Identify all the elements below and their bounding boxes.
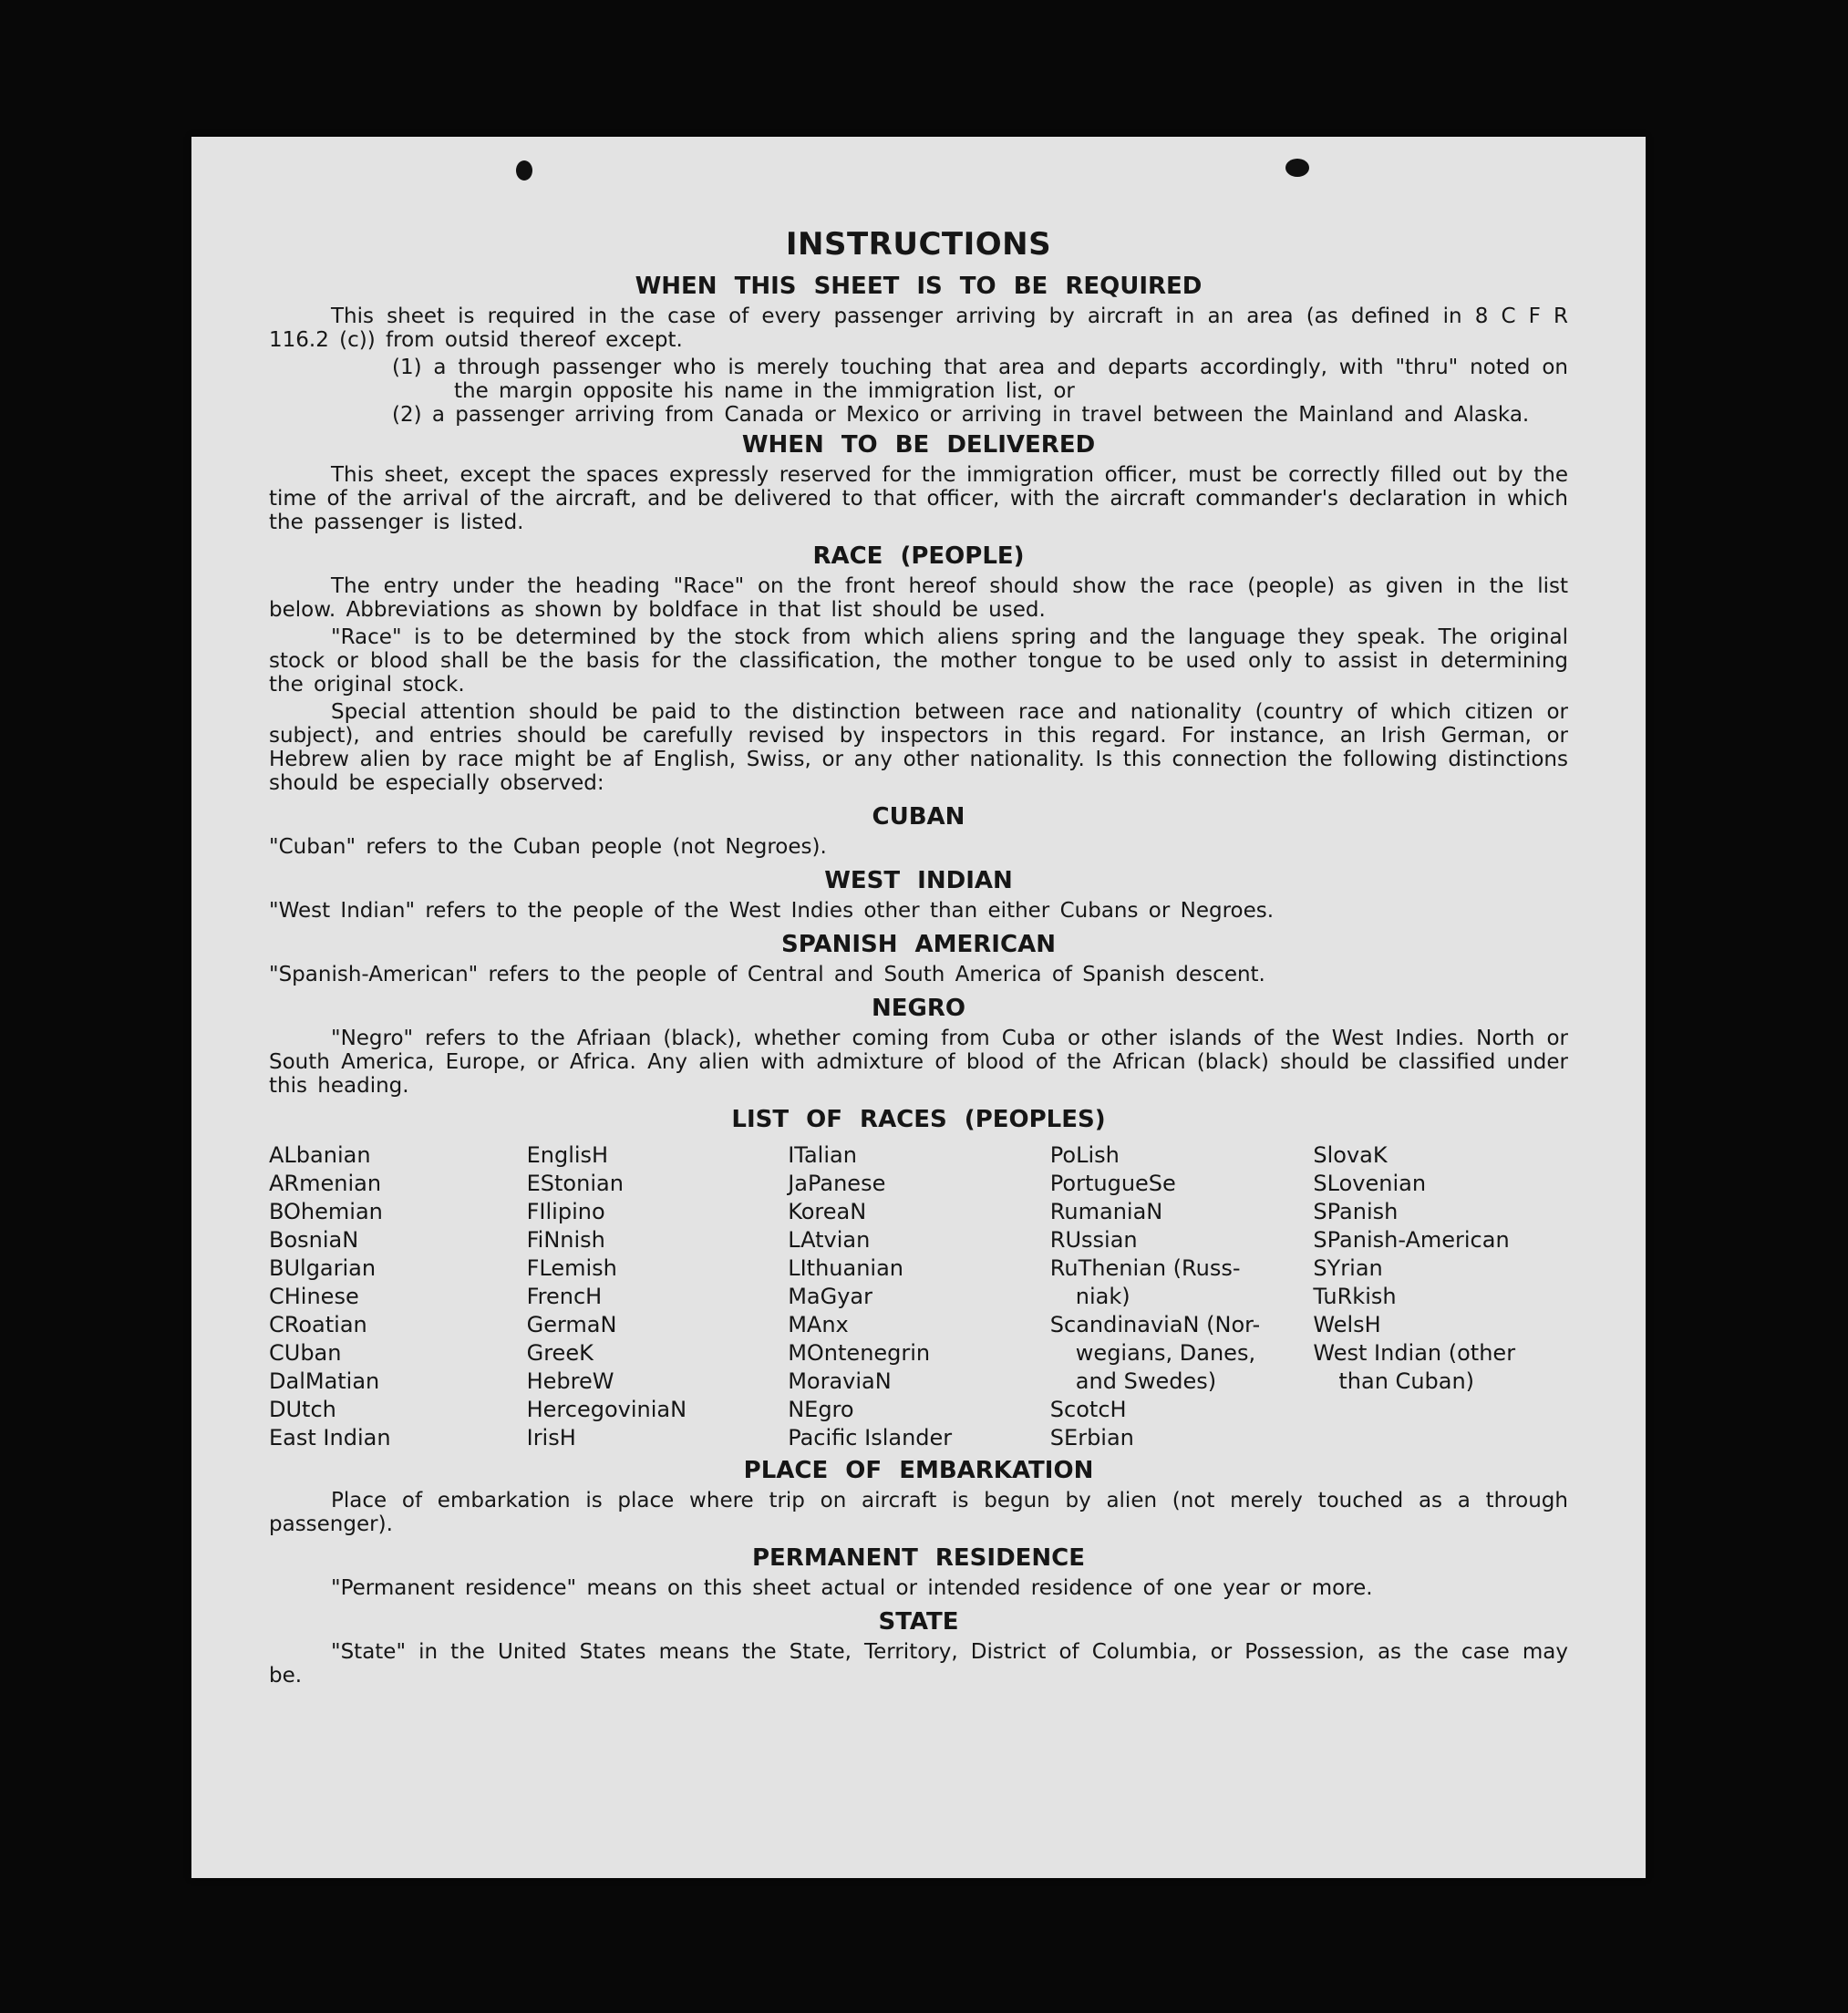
document-title: INSTRUCTIONS [785,226,1052,263]
race-paragraph-1: The entry under the heading "Race" on the front hereof should show the race (people) as given in the list below. Abbreviations as shown by boldface in that list should be used. [269,574,1568,622]
ink-spot-right [1285,159,1309,177]
section-heading-west-indian: WEST INDIAN [824,867,1013,894]
document-content [269,224,1568,1691]
races-list [269,1141,1568,1452]
race-entry: ScotcH [1049,1397,1127,1422]
race-entry: SLovenian [1313,1171,1427,1196]
race-entry: SYrian [1313,1255,1383,1281]
race-entry: SPanish [1313,1199,1399,1224]
section-heading-state: STATE [878,1608,959,1636]
race-entry: FIlipino [526,1199,605,1224]
race-entry: East Indian [269,1425,391,1450]
races-column-3 [788,1141,1050,1452]
residence-text: "Permanent residence" means on this sheet actual or intended residence of one year or more. [331,1576,1373,1600]
race-entry: SPanish-American [1313,1227,1510,1253]
race-entry: IrisH [526,1425,576,1450]
ink-spot-left [516,160,532,181]
races-column-2 [527,1141,789,1452]
race-entry: BosniaN [269,1227,359,1253]
section-heading-spanish-american: SPANISH AMERICAN [781,931,1056,958]
race-entry: GermaN [526,1312,617,1337]
race-entry: CUban [269,1340,342,1366]
race-entry: EnglisH [526,1142,609,1168]
race-entry: MAnx [788,1312,849,1337]
race-entry: MoraviaN [788,1368,892,1394]
race-entry: WelsH [1313,1312,1381,1337]
when-delivered-text: This sheet, except the spaces expressly reserved for the immigration officer, must be correctly filled out by the time of the arrival of the aircraft, and be delivered to that officer, with the aircraft commander's declaration in which the passenger is listed. [269,463,1568,534]
race-entry: CRoatian [269,1312,367,1337]
race-entry: Pacific Islander [788,1425,953,1450]
when-required-intro: This sheet is required in the case of every passenger arriving by aircraft in an area (as defined in 8 C F R 116.2 (c)) from outsid thereof except. [269,305,1568,352]
race-entry: than Cuban) [1338,1368,1475,1394]
race-entry: FrencH [526,1284,603,1309]
race-entry: TuRkish [1313,1284,1397,1309]
race-entry: ARmenian [269,1171,382,1196]
race-entry: PortugueSe [1049,1171,1176,1196]
race-entry: HebreW [526,1368,614,1394]
race-entry: ITalian [788,1142,857,1168]
section-heading-residence: PERMANENT RESIDENCE [751,1544,1086,1572]
race-entry: and Swedes) [1075,1368,1217,1394]
race-entry: GreeK [526,1340,594,1366]
race-entry: West Indian (other [1313,1340,1516,1366]
race-entry: ALbanian [269,1142,371,1168]
section-heading-cuban: CUBAN [872,803,965,831]
race-entry: DalMatian [269,1368,380,1394]
race-paragraph-2: "Race" is to be determined by the stock from which aliens spring and the language they speak. The original stock or blood shall be the basis for the classification, the mother tongue to be used only to assist in determining the original stock. [269,625,1568,697]
document-sheet [191,137,1646,1878]
exception-1: (1) a through passenger who is merely touching that area and departs accordingly, with "thru" noted on the margin opposite his name in the immigration list, or [392,356,1568,403]
race-entry: BOhemian [269,1199,383,1224]
race-entry: LAtvian [788,1227,871,1253]
west-indian-text: "West Indian" refers to the people of the West Indies other than either Cubans or Negroes. [269,899,1275,923]
race-entry: FiNnish [526,1227,605,1253]
section-heading-negro: NEGRO [872,995,965,1022]
section-heading-when-delivered: WHEN TO BE DELIVERED [741,431,1096,459]
section-heading-race: RACE (PEOPLE) [812,542,1025,570]
races-column-4 [1050,1141,1314,1452]
negro-text: "Negro" refers to the Afriaan (black), whether coming from Cuba or other islands of the West Indies. North or South America, Europe, or Africa. Any alien with admixture of blood of the African (black) should be classified under this heading. [269,1027,1568,1098]
race-entry: RumaniaN [1049,1199,1163,1224]
race-entry: EStonian [526,1171,624,1196]
race-entry: DUtch [269,1397,336,1422]
race-entry: FLemish [526,1255,617,1281]
cuban-text: "Cuban" refers to the Cuban people (not Negroes). [269,835,827,859]
race-entry: KoreaN [788,1199,867,1224]
race-entry: RUssian [1049,1227,1138,1253]
race-entry: BUlgarian [269,1255,377,1281]
section-heading-when-required: WHEN THIS SHEET IS TO BE REQUIRED [635,273,1203,300]
race-entry: SErbian [1049,1425,1134,1450]
race-entry: HercegoviniaN [526,1397,687,1422]
race-entry: MOntenegrin [788,1340,931,1366]
race-entry: ScandinaviaN (Nor- [1049,1312,1261,1337]
race-entry: JaPanese [788,1171,886,1196]
races-column-5 [1313,1141,1568,1452]
section-heading-embarkation: PLACE OF EMBARKATION [743,1457,1094,1484]
exception-2: (2) a passenger arriving from Canada or Mexico or arriving in travel between the Mainland and Alaska. [392,403,1530,427]
race-entry: niak) [1075,1284,1130,1309]
race-entry: RuThenian (Russ- [1049,1255,1241,1281]
race-entry: SlovaK [1313,1142,1388,1168]
race-entry: PoLish [1049,1142,1120,1168]
embarkation-text: Place of embarkation is place where trip on aircraft is begun by alien (not merely touched as a through passenger). [269,1489,1568,1536]
section-heading-list-of-races: LIST OF RACES (PEOPLES) [731,1106,1106,1133]
races-column-1 [269,1141,527,1452]
race-entry: LIthuanian [788,1255,903,1281]
race-entry: CHinese [269,1284,359,1309]
race-entry: wegians, Danes, [1075,1340,1256,1366]
race-entry: MaGyar [788,1284,872,1309]
state-text: "State" in the United States means the State, Territory, District of Columbia, or Possession, as the case may be. [269,1640,1568,1688]
spanish-american-text: "Spanish-American" refers to the people of Central and South America of Spanish descent. [269,963,1265,986]
race-paragraph-3: Special attention should be paid to the distinction between race and nationality (country of which citizen or subject), and entries should be carefully revised by inspectors in this regard. For instance, an Irish German, or Hebrew alien by race might be af English, Swiss, or any other nationality. Is this connection the following distinctions should be especially observed: [269,700,1568,795]
race-entry: NEgro [788,1397,854,1422]
